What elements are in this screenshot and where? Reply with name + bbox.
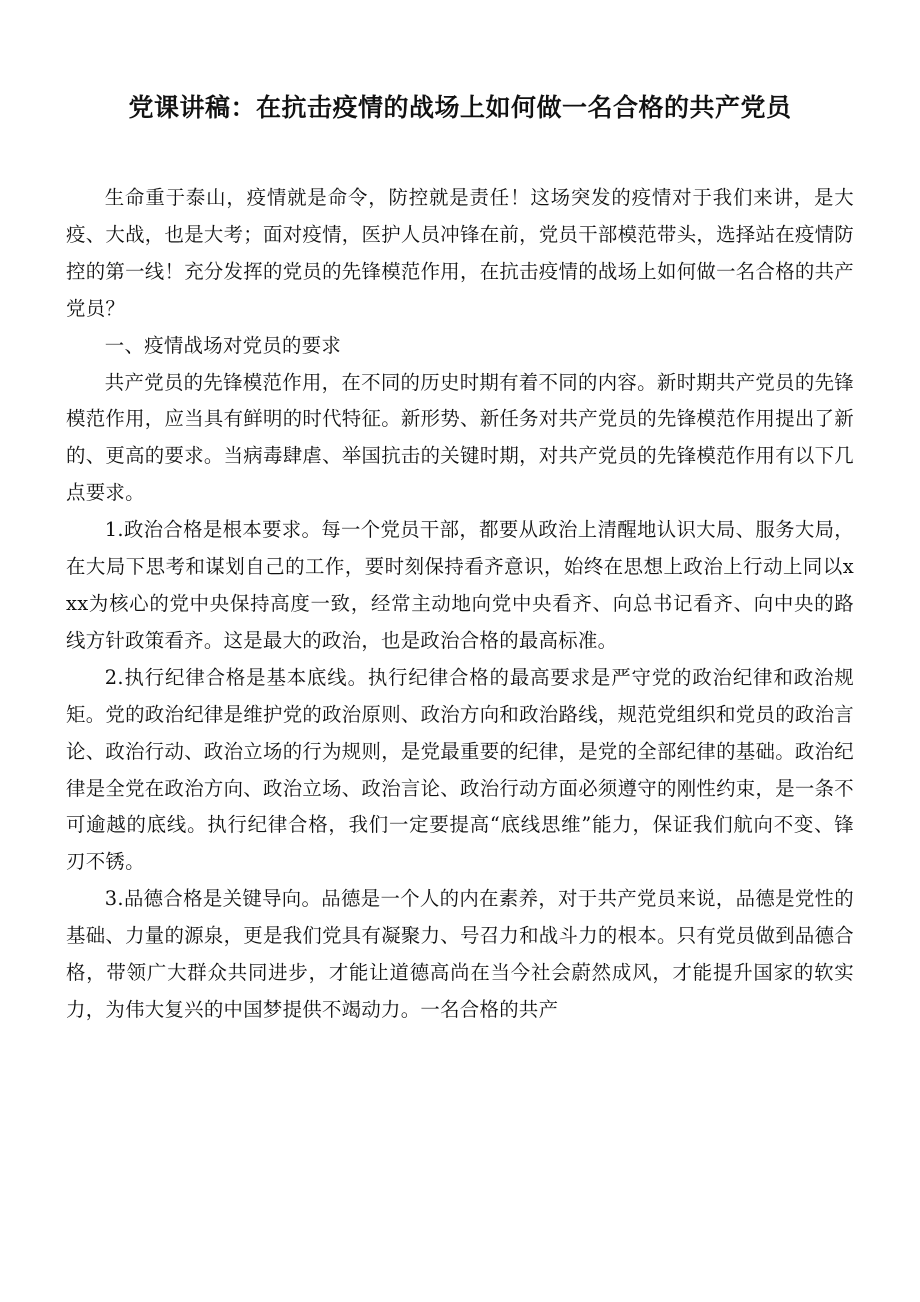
paragraph-moral-qualified: 3.品德合格是关键导向。品德是一个人的内在素养，对于共产党员来说，品德是党性的基础、力量的源泉，更是我们党具有凝聚力、号召力和战斗力的根本。只有党员做到品德合格，带领广大群众共同进步，才能让道德高尚在当今社会蔚然成风，才能提升国家的软实力，为伟大复兴的中国梦提供不竭动力。一名合格的共产 xyxy=(66,887,854,1021)
paragraph-political-qualified: 1.政治合格是根本要求。每一个党员干部，都要从政治上清醒地认识大局、服务大局，在大局下思考和谋划自己的工作，要时刻保持看齐意识，始终在思想上政治上行动上同以xxx为核心的党中央保持高度一致，经常主动地向党中央看齐、向总书记看齐、向中央的路线方针政策看齐。这是最大的政治，也是政治合格的最高标准。 xyxy=(66,518,854,652)
section-heading-1: 一、疫情战场对党员的要求 xyxy=(104,333,342,357)
paragraph-discipline-qualified: 2.执行纪律合格是基本底线。执行纪律合格的最高要求是严守党的政治纪律和政治规矩。党的政治纪律是维护党的政治原则、政治方向和政治路线，规范党组织和党员的政治言论、政治行动、政治立场的行为规则，是党最重要的纪律，是党的全部纪律的基础。政治纪律是全党在政治方向、政治立场、政治言论、政治行动方面必须遵守的刚性约束，是一条不可逾越的底线。执行纪律合格，我们一定要提高“底线思维”能力，保证我们航向不变、锋刃不锈。 xyxy=(66,665,854,874)
document-title: 党课讲稿：在抗击疫情的战场上如何做一名合格的共产党员 xyxy=(128,93,792,122)
paragraph-pioneer-role: 共产党员的先锋模范作用，在不同的历史时期有着不同的内容。新时期共产党员的先锋模范作用，应当具有鲜明的时代特征。新形势、新任务对共产党员的先锋模范作用提出了新的、更高的要求。当病毒肆虐、举国抗击的关键时期，对共产党员的先锋模范作用有以下几点要求。 xyxy=(66,370,854,505)
paragraph-intro: 生命重于泰山，疫情就是命令，防控就是责任！这场突发的疫情对于我们来讲，是大疫、大战，也是大考；面对疫情，医护人员冲锋在前，党员干部模范带头，选择站在疫情防控的第一线！充分发挥的党员的先锋模范作用，在抗击疫情的战场上如何做一名合格的共产党员？ xyxy=(66,186,854,320)
